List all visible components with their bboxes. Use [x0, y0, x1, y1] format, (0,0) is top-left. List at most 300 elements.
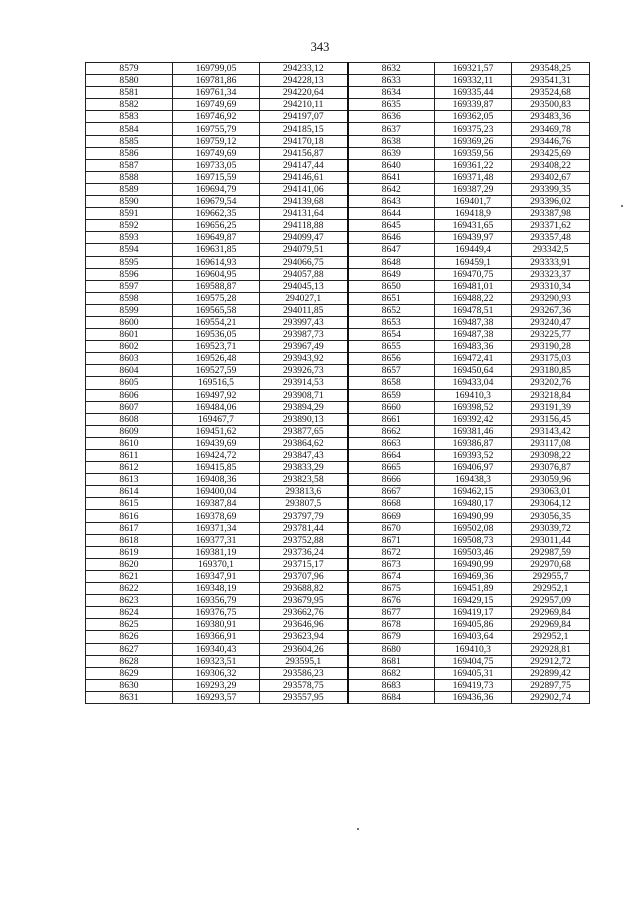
point-number-right: 8675: [348, 583, 435, 595]
coordinates-table: [85, 62, 590, 704]
y-coordinate-right: 293064,12: [512, 498, 590, 510]
table-row: [86, 268, 590, 280]
x-coordinate-right: 169339,87: [435, 99, 512, 111]
point-number-left: 8624: [86, 607, 173, 619]
point-number-left: 8626: [86, 631, 173, 643]
y-coordinate-right: 293143,42: [512, 425, 590, 437]
y-coordinate-right: 292987,59: [512, 546, 590, 558]
x-coordinate-right: 169472,41: [435, 353, 512, 365]
point-number-right: 8673: [348, 558, 435, 570]
x-coordinate-right: 169419,73: [435, 679, 512, 691]
y-coordinate-right: 293039,72: [512, 522, 590, 534]
table-row: [86, 450, 590, 462]
table-row: [86, 401, 590, 413]
table-row: [86, 87, 590, 99]
point-number-right: 8653: [348, 316, 435, 328]
y-coordinate-right: 293541,31: [512, 75, 590, 87]
table-row: [86, 437, 590, 449]
x-coordinate-left: 169378,69: [173, 510, 260, 522]
x-coordinate-right: 169449,4: [435, 244, 512, 256]
table-row: [86, 570, 590, 582]
table-row: [86, 558, 590, 570]
y-coordinate-left: 294197,07: [260, 111, 348, 123]
point-number-left: 8584: [86, 123, 173, 135]
x-coordinate-right: 169433,04: [435, 377, 512, 389]
y-coordinate-right: 293076,87: [512, 462, 590, 474]
table-row: [86, 655, 590, 667]
table-row: [86, 498, 590, 510]
x-coordinate-right: 169406,97: [435, 462, 512, 474]
y-coordinate-right: 292969,84: [512, 619, 590, 631]
point-number-right: 8669: [348, 510, 435, 522]
x-coordinate-right: 169480,17: [435, 498, 512, 510]
point-number-left: 8631: [86, 691, 173, 703]
x-coordinate-left: 169484,06: [173, 401, 260, 413]
point-number-left: 8583: [86, 111, 173, 123]
x-coordinate-right: 169410,3: [435, 389, 512, 401]
table-row: [86, 510, 590, 522]
point-number-right: 8638: [348, 135, 435, 147]
y-coordinate-left: 294079,51: [260, 244, 348, 256]
x-coordinate-left: 169649,87: [173, 232, 260, 244]
point-number-right: 8633: [348, 75, 435, 87]
x-coordinate-right: 169508,73: [435, 534, 512, 546]
y-coordinate-left: 293662,76: [260, 607, 348, 619]
x-coordinate-right: 169401,7: [435, 196, 512, 208]
table-row: [86, 75, 590, 87]
y-coordinate-right: 292952,1: [512, 583, 590, 595]
y-coordinate-left: 293864,62: [260, 437, 348, 449]
table-row: [86, 171, 590, 183]
point-number-right: 8664: [348, 450, 435, 462]
point-number-left: 8606: [86, 389, 173, 401]
point-number-right: 8650: [348, 280, 435, 292]
point-number-left: 8604: [86, 365, 173, 377]
y-coordinate-right: 293056,35: [512, 510, 590, 522]
table-row: [86, 534, 590, 546]
y-coordinate-left: 294233,12: [260, 63, 348, 75]
x-coordinate-left: 169527,59: [173, 365, 260, 377]
point-number-left: 8614: [86, 486, 173, 498]
point-number-right: 8637: [348, 123, 435, 135]
y-coordinate-right: 292902,74: [512, 691, 590, 703]
point-number-left: 8594: [86, 244, 173, 256]
table-row: [86, 316, 590, 328]
table-row: [86, 196, 590, 208]
x-coordinate-left: 169293,57: [173, 691, 260, 703]
point-number-right: 8676: [348, 595, 435, 607]
x-coordinate-left: 169523,71: [173, 341, 260, 353]
x-coordinate-left: 169733,05: [173, 159, 260, 171]
point-number-right: 8634: [348, 87, 435, 99]
y-coordinate-right: 293267,36: [512, 304, 590, 316]
table-row: [86, 631, 590, 643]
point-number-left: 8628: [86, 655, 173, 667]
y-coordinate-right: 293548,25: [512, 63, 590, 75]
point-number-left: 8591: [86, 208, 173, 220]
y-coordinate-right: 293483,36: [512, 111, 590, 123]
y-coordinate-left: 293894,29: [260, 401, 348, 413]
page-number: 343: [310, 40, 330, 54]
x-coordinate-right: 169419,17: [435, 607, 512, 619]
y-coordinate-left: 293623,94: [260, 631, 348, 643]
y-coordinate-left: 293813,6: [260, 486, 348, 498]
point-number-right: 8662: [348, 425, 435, 437]
y-coordinate-right: 293180,85: [512, 365, 590, 377]
point-number-left: 8585: [86, 135, 173, 147]
y-coordinate-right: 293402,67: [512, 171, 590, 183]
x-coordinate-right: 169436,36: [435, 691, 512, 703]
point-number-left: 8579: [86, 63, 173, 75]
x-coordinate-right: 169487,38: [435, 316, 512, 328]
y-coordinate-right: 293059,96: [512, 474, 590, 486]
x-coordinate-left: 169662,35: [173, 208, 260, 220]
point-number-right: 8666: [348, 474, 435, 486]
point-number-right: 8668: [348, 498, 435, 510]
point-number-left: 8600: [86, 316, 173, 328]
point-number-left: 8596: [86, 268, 173, 280]
point-number-right: 8671: [348, 534, 435, 546]
x-coordinate-right: 169403,64: [435, 631, 512, 643]
y-coordinate-left: 293926,73: [260, 365, 348, 377]
y-coordinate-right: 293396,02: [512, 196, 590, 208]
table-row: [86, 425, 590, 437]
point-number-left: 8593: [86, 232, 173, 244]
table-row: [86, 583, 590, 595]
table-row: [86, 147, 590, 159]
point-number-right: 8656: [348, 353, 435, 365]
x-coordinate-right: 169405,86: [435, 619, 512, 631]
y-coordinate-left: 294156,87: [260, 147, 348, 159]
table-row: [86, 244, 590, 256]
y-coordinate-right: 292970,68: [512, 558, 590, 570]
y-coordinate-right: 292952,1: [512, 631, 590, 643]
table-row: [86, 462, 590, 474]
table-row: [86, 99, 590, 111]
y-coordinate-right: 293446,76: [512, 135, 590, 147]
x-coordinate-left: 169376,75: [173, 607, 260, 619]
y-coordinate-right: 293117,08: [512, 437, 590, 449]
point-number-right: 8640: [348, 159, 435, 171]
table-row: [86, 389, 590, 401]
x-coordinate-right: 169503,46: [435, 546, 512, 558]
point-number-right: 8644: [348, 208, 435, 220]
point-number-right: 8639: [348, 147, 435, 159]
x-coordinate-left: 169371,34: [173, 522, 260, 534]
point-number-left: 8612: [86, 462, 173, 474]
x-coordinate-right: 169459,1: [435, 256, 512, 268]
y-coordinate-left: 293586,23: [260, 667, 348, 679]
table-row: [86, 232, 590, 244]
table-row: [86, 595, 590, 607]
table-row: [86, 304, 590, 316]
x-coordinate-right: 169478,51: [435, 304, 512, 316]
stray-mark: [621, 205, 623, 207]
point-number-left: 8588: [86, 171, 173, 183]
x-coordinate-right: 169359,56: [435, 147, 512, 159]
x-coordinate-left: 169381,19: [173, 546, 260, 558]
y-coordinate-right: 293469,78: [512, 123, 590, 135]
y-coordinate-left: 293557,95: [260, 691, 348, 703]
y-coordinate-left: 293890,13: [260, 413, 348, 425]
x-coordinate-right: 169502,08: [435, 522, 512, 534]
x-coordinate-left: 169631,85: [173, 244, 260, 256]
x-coordinate-right: 169418,9: [435, 208, 512, 220]
y-coordinate-right: 293290,93: [512, 292, 590, 304]
point-number-right: 8646: [348, 232, 435, 244]
y-coordinate-left: 293781,44: [260, 522, 348, 534]
point-number-left: 8625: [86, 619, 173, 631]
point-number-right: 8667: [348, 486, 435, 498]
x-coordinate-right: 169392,42: [435, 413, 512, 425]
x-coordinate-left: 169755,79: [173, 123, 260, 135]
point-number-left: 8617: [86, 522, 173, 534]
x-coordinate-right: 169470,75: [435, 268, 512, 280]
x-coordinate-left: 169380,91: [173, 619, 260, 631]
y-coordinate-left: 293847,43: [260, 450, 348, 462]
table-row: [86, 679, 590, 691]
point-number-right: 8663: [348, 437, 435, 449]
point-number-right: 8643: [348, 196, 435, 208]
y-coordinate-right: 293323,37: [512, 268, 590, 280]
point-number-left: 8595: [86, 256, 173, 268]
x-coordinate-left: 169749,69: [173, 147, 260, 159]
y-coordinate-right: 293500,83: [512, 99, 590, 111]
point-number-right: 8635: [348, 99, 435, 111]
x-coordinate-right: 169371,48: [435, 171, 512, 183]
x-coordinate-left: 169497,92: [173, 389, 260, 401]
point-number-left: 8597: [86, 280, 173, 292]
x-coordinate-right: 169393,52: [435, 450, 512, 462]
point-number-right: 8660: [348, 401, 435, 413]
table-row: [86, 619, 590, 631]
y-coordinate-right: 293425,69: [512, 147, 590, 159]
y-coordinate-left: 293715,17: [260, 558, 348, 570]
point-number-left: 8621: [86, 570, 173, 582]
x-coordinate-left: 169467,7: [173, 413, 260, 425]
y-coordinate-left: 293823,58: [260, 474, 348, 486]
y-coordinate-right: 293225,77: [512, 329, 590, 341]
y-coordinate-left: 294027,1: [260, 292, 348, 304]
table-row: [86, 329, 590, 341]
point-number-right: 8684: [348, 691, 435, 703]
y-coordinate-left: 293877,65: [260, 425, 348, 437]
point-number-left: 8592: [86, 220, 173, 232]
y-coordinate-right: 293202,76: [512, 377, 590, 389]
y-coordinate-right: 293524,68: [512, 87, 590, 99]
y-coordinate-right: 293371,62: [512, 220, 590, 232]
y-coordinate-right: 293342,5: [512, 244, 590, 256]
x-coordinate-left: 169588,87: [173, 280, 260, 292]
point-number-left: 8599: [86, 304, 173, 316]
table-row: [86, 280, 590, 292]
x-coordinate-left: 169370,1: [173, 558, 260, 570]
point-number-left: 8627: [86, 643, 173, 655]
point-number-right: 8651: [348, 292, 435, 304]
table-row: [86, 159, 590, 171]
y-coordinate-left: 293595,1: [260, 655, 348, 667]
x-coordinate-left: 169565,58: [173, 304, 260, 316]
x-coordinate-left: 169679,54: [173, 196, 260, 208]
x-coordinate-left: 169293,29: [173, 679, 260, 691]
x-coordinate-right: 169362,05: [435, 111, 512, 123]
y-coordinate-left: 294057,88: [260, 268, 348, 280]
x-coordinate-right: 169398,52: [435, 401, 512, 413]
y-coordinate-right: 293240,47: [512, 316, 590, 328]
x-coordinate-right: 169332,11: [435, 75, 512, 87]
table-row: [86, 643, 590, 655]
x-coordinate-left: 169554,21: [173, 316, 260, 328]
point-number-left: 8586: [86, 147, 173, 159]
x-coordinate-left: 169575,28: [173, 292, 260, 304]
y-coordinate-left: 294099,47: [260, 232, 348, 244]
x-coordinate-right: 169488,22: [435, 292, 512, 304]
y-coordinate-left: 294141,06: [260, 183, 348, 195]
table-row: [86, 667, 590, 679]
table-row: [86, 522, 590, 534]
point-number-right: 8665: [348, 462, 435, 474]
y-coordinate-left: 293688,82: [260, 583, 348, 595]
point-number-right: 8645: [348, 220, 435, 232]
point-number-right: 8648: [348, 256, 435, 268]
x-coordinate-right: 169375,23: [435, 123, 512, 135]
y-coordinate-right: 293218,84: [512, 389, 590, 401]
x-coordinate-right: 169369,26: [435, 135, 512, 147]
y-coordinate-left: 293943,92: [260, 353, 348, 365]
point-number-left: 8587: [86, 159, 173, 171]
y-coordinate-right: 293310,34: [512, 280, 590, 292]
point-number-left: 8581: [86, 87, 173, 99]
y-coordinate-right: 292928,81: [512, 643, 590, 655]
point-number-right: 8659: [348, 389, 435, 401]
y-coordinate-left: 293914,53: [260, 377, 348, 389]
table-row: [86, 377, 590, 389]
point-number-right: 8649: [348, 268, 435, 280]
x-coordinate-right: 169387,29: [435, 183, 512, 195]
y-coordinate-right: 292897,75: [512, 679, 590, 691]
point-number-right: 8657: [348, 365, 435, 377]
table-row: [86, 365, 590, 377]
point-number-right: 8655: [348, 341, 435, 353]
x-coordinate-right: 169450,64: [435, 365, 512, 377]
table-row: [86, 486, 590, 498]
point-number-right: 8681: [348, 655, 435, 667]
y-coordinate-left: 294146,61: [260, 171, 348, 183]
x-coordinate-left: 169348,19: [173, 583, 260, 595]
x-coordinate-left: 169400,04: [173, 486, 260, 498]
x-coordinate-right: 169335,44: [435, 87, 512, 99]
point-number-left: 8603: [86, 353, 173, 365]
y-coordinate-right: 293011,44: [512, 534, 590, 546]
y-coordinate-right: 293063,01: [512, 486, 590, 498]
point-number-left: 8629: [86, 667, 173, 679]
point-number-right: 8680: [348, 643, 435, 655]
x-coordinate-left: 169451,62: [173, 425, 260, 437]
y-coordinate-right: 292969,84: [512, 607, 590, 619]
x-coordinate-left: 169439,69: [173, 437, 260, 449]
y-coordinate-left: 293807,5: [260, 498, 348, 510]
x-coordinate-left: 169408,36: [173, 474, 260, 486]
x-coordinate-left: 169377,31: [173, 534, 260, 546]
point-number-right: 8647: [348, 244, 435, 256]
point-number-right: 8661: [348, 413, 435, 425]
x-coordinate-right: 169404,75: [435, 655, 512, 667]
table-row: [86, 341, 590, 353]
y-coordinate-left: 294228,13: [260, 75, 348, 87]
point-number-left: 8605: [86, 377, 173, 389]
y-coordinate-right: 293408,22: [512, 159, 590, 171]
point-number-right: 8641: [348, 171, 435, 183]
point-number-left: 8619: [86, 546, 173, 558]
y-coordinate-left: 293997,43: [260, 316, 348, 328]
point-number-left: 8613: [86, 474, 173, 486]
x-coordinate-left: 169356,79: [173, 595, 260, 607]
point-number-left: 8589: [86, 183, 173, 195]
y-coordinate-left: 294170,18: [260, 135, 348, 147]
y-coordinate-left: 293752,88: [260, 534, 348, 546]
stray-mark: [357, 828, 359, 830]
x-coordinate-left: 169746,92: [173, 111, 260, 123]
x-coordinate-right: 169361,22: [435, 159, 512, 171]
point-number-left: 8622: [86, 583, 173, 595]
point-number-right: 8674: [348, 570, 435, 582]
x-coordinate-right: 169481,01: [435, 280, 512, 292]
point-number-left: 8598: [86, 292, 173, 304]
y-coordinate-right: 293399,35: [512, 183, 590, 195]
y-coordinate-right: 292912,72: [512, 655, 590, 667]
y-coordinate-left: 293604,26: [260, 643, 348, 655]
table-row: [86, 691, 590, 703]
table-row: [86, 607, 590, 619]
point-number-left: 8602: [86, 341, 173, 353]
x-coordinate-left: 169387,84: [173, 498, 260, 510]
y-coordinate-right: 293175,03: [512, 353, 590, 365]
point-number-right: 8632: [348, 63, 435, 75]
y-coordinate-left: 294139,68: [260, 196, 348, 208]
x-coordinate-left: 169694,79: [173, 183, 260, 195]
x-coordinate-right: 169431,65: [435, 220, 512, 232]
y-coordinate-left: 293833,29: [260, 462, 348, 474]
y-coordinate-right: 293156,45: [512, 413, 590, 425]
y-coordinate-left: 294210,11: [260, 99, 348, 111]
x-coordinate-left: 169526,48: [173, 353, 260, 365]
y-coordinate-right: 293190,28: [512, 341, 590, 353]
x-coordinate-right: 169487,38: [435, 329, 512, 341]
point-number-left: 8630: [86, 679, 173, 691]
y-coordinate-left: 294118,88: [260, 220, 348, 232]
y-coordinate-right: 292957,09: [512, 595, 590, 607]
y-coordinate-left: 293967,49: [260, 341, 348, 353]
x-coordinate-left: 169366,91: [173, 631, 260, 643]
x-coordinate-right: 169321,57: [435, 63, 512, 75]
x-coordinate-right: 169451,89: [435, 583, 512, 595]
y-coordinate-left: 294131,64: [260, 208, 348, 220]
x-coordinate-right: 169405,31: [435, 667, 512, 679]
point-number-left: 8620: [86, 558, 173, 570]
x-coordinate-left: 169715,59: [173, 171, 260, 183]
point-number-left: 8615: [86, 498, 173, 510]
x-coordinate-left: 169781,86: [173, 75, 260, 87]
x-coordinate-left: 169424,72: [173, 450, 260, 462]
y-coordinate-left: 293797,79: [260, 510, 348, 522]
x-coordinate-left: 169761,34: [173, 87, 260, 99]
x-coordinate-left: 169656,25: [173, 220, 260, 232]
x-coordinate-right: 169386,87: [435, 437, 512, 449]
y-coordinate-right: 293098,22: [512, 450, 590, 462]
point-number-right: 8683: [348, 679, 435, 691]
x-coordinate-left: 169604,95: [173, 268, 260, 280]
table-row: [86, 220, 590, 232]
